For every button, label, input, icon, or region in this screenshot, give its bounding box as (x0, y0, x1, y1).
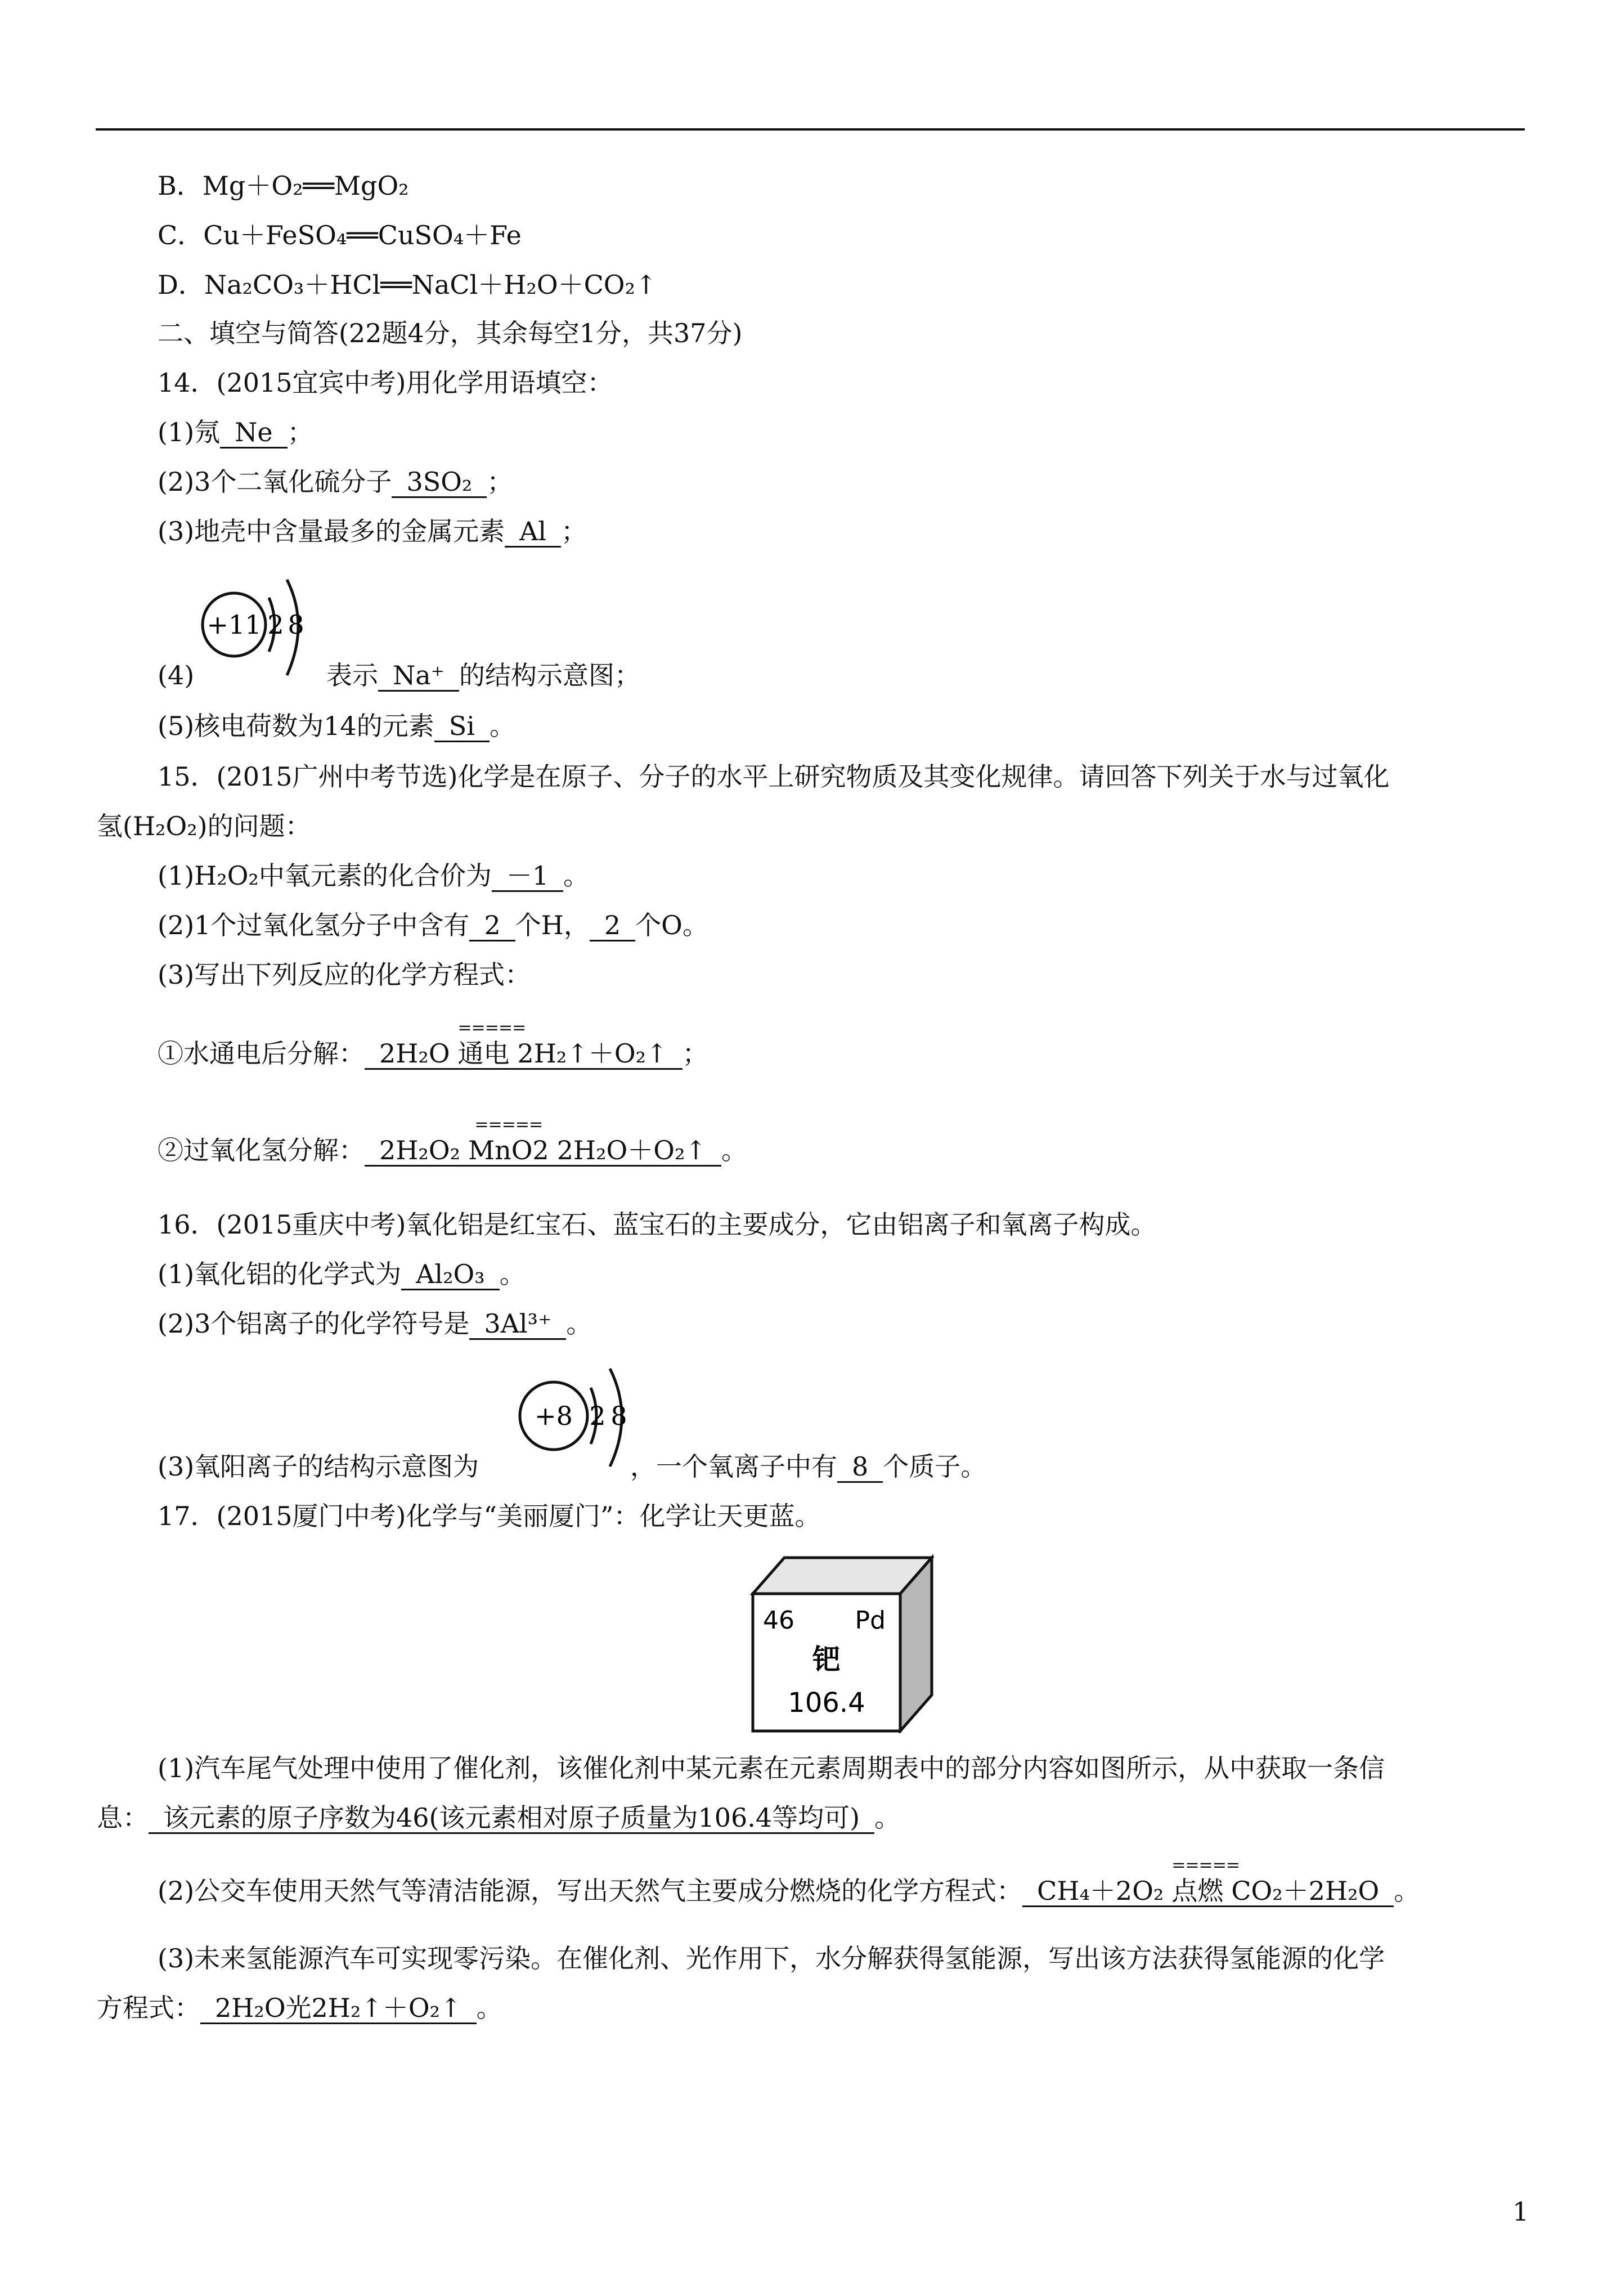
q15-reaction2: ②过氧化氢分解： 2H₂O₂ ===== MnO2 2H₂O＋O₂↑ 。 (158, 1115, 747, 1165)
answer-blank: 2 (590, 911, 635, 941)
answer-blank: Al₂O₃ (401, 1259, 500, 1290)
answer-blank: 该元素的原子序数为46(该元素相对原子质量为106.4等均可) (149, 1803, 874, 1834)
element-symbol: Pd (855, 1606, 886, 1635)
header-rule (96, 128, 1525, 131)
q16-part3: ，一个氧离子中有 8 个质子。 (630, 1451, 987, 1482)
nucleus-label: +11 (206, 609, 262, 640)
shell2-label: 8 (288, 609, 304, 640)
q17-stem: 17．(2015厦门中考)化学与“美丽厦门”：化学让天更蓝。 (158, 1501, 821, 1531)
answer-blank: Al (505, 517, 561, 548)
shell1-label: 2 (267, 609, 284, 640)
q14-stem: 14．(2015宜宾中考)用化学用语填空： (158, 367, 613, 398)
answer-blank: 8 (837, 1452, 883, 1483)
answer-blank: －1 (492, 861, 563, 892)
page-number: 1 (1512, 2196, 1529, 2227)
element-name: 钯 (812, 1643, 841, 1676)
answer-blank: 2H₂O₂ ===== MnO2 2H₂O＋O₂↑ (365, 1136, 721, 1167)
q15-reaction1: ①水通电后分解： 2H₂O ===== 通电 2H₂↑＋O₂↑ ； (158, 1018, 708, 1069)
q14-part2: (2)3个二氧化硫分子 3SO₂ ； (158, 467, 513, 497)
q15-stem-line2: 氢(H₂O₂)的问题： (97, 811, 311, 841)
q16-part1: (1)氧化铝的化学式为 Al₂O₃ 。 (158, 1259, 526, 1289)
q17-part1-line1: (1)汽车尾气处理中使用了催化剂，该催化剂中某元素在元素周期表中的部分内容如图所示，从中获取一条信 (158, 1753, 1385, 1783)
q14-part1: (1)氖 Ne ； (158, 417, 313, 447)
q16-part3-label: (3)氧阳离子的结构示意图为 (158, 1451, 479, 1482)
option-d: D．Na₂CO₃＋HCl══NaCl＋H₂O＋CO₂↑ (158, 270, 657, 300)
answer-blank: 3Al³⁺ (469, 1309, 566, 1340)
q16-stem: 16．(2015重庆中考)氧化铝是红宝石、蓝宝石的主要成分，它由铝离子和氧离子构成。 (158, 1209, 1157, 1240)
q14-part3: (3)地壳中含量最多的金属元素 Al ； (158, 516, 587, 546)
q15-part3: (3)写出下列反应的化学方程式： (158, 959, 531, 990)
shell2-label: 8 (610, 1401, 627, 1431)
answer-blank: 2H₂O光2H₂↑＋O₂↑ (200, 1993, 477, 2024)
q17-part2: (2)公交车使用天然气等清洁能源，写出天然气主要成分燃烧的化学方程式： CH₄＋2O₂ ===== 点燃 CO₂＋2H₂O 。 (158, 1855, 1420, 1906)
answer-blank: 3SO₂ (392, 467, 487, 498)
q15-part2: (2)1个过氧化氢分子中含有 2 个H， 2 个O。 (158, 910, 708, 940)
q14-part4-label: (4) (158, 660, 195, 690)
answer-blank: Si (434, 711, 490, 742)
section-heading: 二、填空与简答(22题4分，其余每空1分，共37分) (158, 318, 743, 348)
answer-blank: CH₄＋2O₂ ===== 点燃 CO₂＋2H₂O (1022, 1876, 1394, 1907)
answer-blank: Na⁺ (378, 661, 459, 692)
q14-part4: 表示 Na⁺ 的结构示意图； (326, 660, 640, 690)
option-c: C．Cu＋FeSO₄══CuSO₄＋Fe (158, 220, 522, 250)
q17-part3-line2: 方程式： 2H₂O光2H₂↑＋O₂↑ 。 (97, 1993, 502, 2023)
shell1-label: 2 (589, 1401, 606, 1431)
sodium-ion-structure-diagram (197, 563, 332, 692)
q17-part1-line2: 息： 该元素的原子序数为46(该元素相对原子质量为106.4等均可) 。 (97, 1802, 901, 1833)
atomic-number: 46 (763, 1606, 794, 1635)
periodic-table-cell-palladium (748, 1553, 934, 1733)
option-b: B．Mg＋O₂══MgO₂ (158, 171, 409, 201)
q15-part1: (1)H₂O₂中氧元素的化合价为 －1 。 (158, 860, 590, 891)
atomic-mass: 106.4 (788, 1687, 865, 1719)
q15-stem-line1: 15．(2015广州中考节选)化学是在原子、分子的水平上研究物质及其变化规律。请回答下列关于水与过氧化 (158, 761, 1390, 792)
q14-part5: (5)核电荷数为14的元素 Si 。 (158, 711, 515, 741)
answer-blank: 2 (469, 911, 515, 941)
q17-part3-line1: (3)未来氢能源汽车可实现零污染。在催化剂、光作用下，水分解获得氢能源，写出该方法获得氢能源的化学 (158, 1943, 1385, 1974)
nucleus-label: +8 (535, 1401, 573, 1431)
answer-blank: Ne (220, 418, 287, 449)
answer-blank: 2H₂O ===== 通电 2H₂↑＋O₂↑ (365, 1039, 682, 1070)
q16-part2: (2)3个铝离子的化学符号是 3Al³⁺ 。 (158, 1308, 592, 1339)
